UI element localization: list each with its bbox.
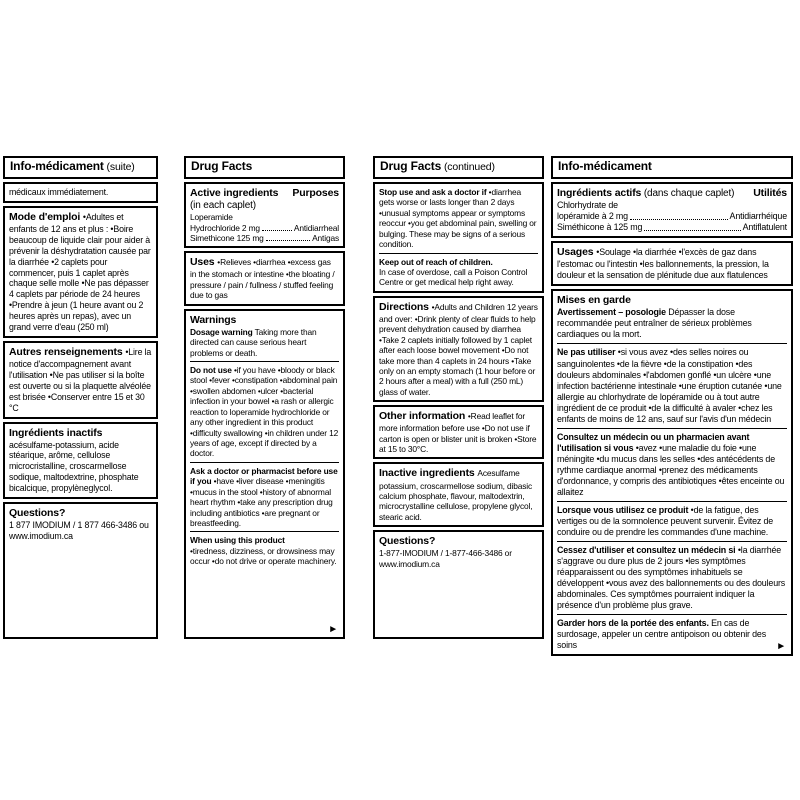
paragraph — [379, 548, 538, 569]
paragraph — [190, 314, 339, 327]
section-stop-use-keep-out — [373, 182, 544, 293]
section-directions — [373, 296, 544, 402]
text-run: Do not use — [190, 365, 234, 376]
text-run: •de la fatigue, des vertiges ou de la somnolence peuvent survenir. Évitez de conduire ou de prendre les commandes d'une machine. — [557, 504, 776, 537]
paragraph — [9, 187, 152, 198]
text-run: Inactive ingredients — [379, 467, 478, 480]
leader-row — [557, 222, 787, 233]
subsection-stop-use — [379, 187, 538, 250]
subsection — [9, 507, 152, 542]
section-uses — [184, 251, 345, 305]
subsection-cessez-dutiliser — [557, 545, 787, 611]
panel-title — [373, 156, 544, 179]
leader-left-text: Hydrochloride 2 mg — [190, 222, 260, 233]
text-run: Lorsque vous utilisez ce produit — [557, 504, 691, 515]
text-run: Cessez d'utiliser et consultez un médecin si — [557, 544, 738, 555]
paragraph — [557, 618, 787, 651]
text-run: Mises en garde — [557, 294, 631, 307]
text-run: Chlorhydrate de — [557, 200, 618, 211]
leader-right-text: Antidiarrheal — [293, 222, 339, 233]
text-run: Loperamide — [190, 212, 233, 223]
text-run: •have •liver disease •meningitis •mucus in the stool •history of abnormal heart rhythm •take any prescription drug including antibiotics •are pregnant or breastfeeding. — [190, 476, 335, 528]
text-run: Mode d'emploi — [9, 210, 83, 223]
split-right — [753, 187, 787, 200]
text-run: Active ingredients — [190, 186, 279, 199]
paragraph — [190, 535, 339, 545]
paragraph — [379, 410, 538, 454]
subsection — [9, 346, 152, 414]
split-left — [557, 187, 734, 200]
column-info-medicament — [551, 156, 793, 653]
leader-dots-icon — [262, 230, 292, 231]
panel-title — [184, 156, 345, 179]
text-run: 1-877-IMODIUM / 1-877-466-3486 or www.imodium.ca — [379, 548, 515, 569]
text-run: Utilités — [753, 186, 787, 199]
text-run: Uses — [190, 256, 218, 269]
text-run: médicaux immédiatement. — [9, 187, 109, 198]
paragraph — [190, 212, 339, 222]
text-run: Avertissement – posologie — [557, 307, 666, 318]
leader-left-text: Siméthicone à 125 mg — [557, 222, 643, 233]
paragraph — [190, 256, 339, 300]
paragraph — [190, 327, 339, 358]
text-run: (suite) — [103, 161, 135, 173]
section-ingredients-actifs — [551, 182, 793, 238]
subsection-garder-hors-portee — [557, 618, 787, 651]
paragraph — [557, 200, 787, 211]
text-run: •diarrhea gets worse or lasts longer than 2 days •unusual symptoms appear or symptoms reoccur •you get abdominal pain, swelling or bulging. These may be signs of a serious condition. — [379, 187, 539, 250]
paragraph — [379, 535, 538, 548]
leader-dots-icon — [266, 240, 310, 241]
subsection-avertissement-posologie — [557, 294, 787, 340]
subsection — [379, 467, 538, 522]
text-run: Info-médicament — [10, 159, 104, 173]
paragraph — [190, 546, 339, 567]
paragraph — [557, 307, 787, 340]
text-run: Questions? — [379, 535, 436, 548]
split-left — [190, 187, 278, 200]
subsection-dosage-warning — [190, 314, 339, 358]
text-run: Questions? — [9, 507, 66, 520]
subsection-consultez-medecin — [557, 432, 787, 498]
leader-right-text: Antidiarrhéique — [729, 211, 787, 222]
section-divider — [379, 253, 538, 254]
paragraph — [9, 427, 152, 440]
section-divider — [190, 531, 339, 532]
text-run: •avez •une maladie du foie •une méningite •du mucus dans les selles •des antécédents de rythme cardiaque anormal •prenez des médicaments d'ordonnance, y compris des antibiotiques •êtes enceinte ou allaitez — [557, 442, 787, 497]
text-run: Ne pas utiliser — [557, 347, 618, 358]
subsection — [379, 535, 538, 569]
subsection — [557, 187, 787, 233]
leader-row — [190, 233, 339, 243]
section-active-ingredients — [184, 182, 345, 249]
subsection-when-using — [190, 535, 339, 566]
paragraph — [190, 365, 339, 459]
text-run: •tiredness, dizziness, or drowsiness may occur •do not drive or operate machinery. — [190, 545, 337, 567]
paragraph — [190, 200, 339, 212]
text-run: Consultez un médecin ou un pharmacien avant l'utilisation si vous — [557, 431, 752, 453]
text-run: Keep out of reach of children. — [379, 256, 493, 267]
paragraph — [379, 187, 538, 250]
paragraph — [557, 505, 787, 538]
section-usages — [551, 241, 793, 286]
panel-title — [3, 156, 158, 179]
subsection-do-not-use — [190, 365, 339, 459]
text-run: Directions — [379, 300, 432, 313]
paragraph — [9, 520, 152, 542]
text-run: Taking more than directed can cause serious heart problems or death. — [190, 326, 319, 358]
paragraph — [557, 347, 787, 424]
continue-arrow-icon: ► — [776, 641, 786, 653]
text-run: Acesulfame potassium, croscarmellose sodium, dibasic calcium phosphate, flavour, maltodextrin, microcrystalline cellulose, propylene glycol, stearic acid. — [379, 468, 535, 522]
subsection-keep-out-of-reach — [379, 257, 538, 288]
paragraph — [379, 267, 538, 288]
subsection — [379, 301, 538, 397]
leader-dots-icon — [630, 219, 728, 220]
continue-arrow-icon: ► — [328, 624, 338, 635]
section-divider — [557, 428, 787, 429]
text-run: Purposes — [292, 186, 339, 199]
paragraph — [9, 346, 152, 414]
text-run: •if you have •bloody or black stool •fever •constipation •abdominal pain •swollen abdomen •ulcer •bacterial infection in your bowel •a rash or allergic reaction to loperamide hydrochloride or any other ingredient in this product •difficulty swallowing •in children under 12 years of age, except if directed by a doctor. — [190, 365, 341, 459]
text-run: •Adults and Children 12 years and over: •Drink plenty of clear fluids to help prevent dehydration caused by diarrhea •Take 2 caplets initially followed by 1 caplet after each loose bowel movement •Do not take more than 4 caplets in 24 hours •Take only on an empty stomach (1 hour before or 2 hours after a meal) with a full (250 mL) glass of water. — [379, 301, 540, 397]
text-run: Info-médicament — [558, 159, 652, 173]
section-divider — [557, 501, 787, 502]
text-run: Usages — [557, 246, 597, 259]
section-warnings — [184, 309, 345, 639]
text-run: •Soulage •la diarrhée •l'excès de gaz dans l'estomac ou l'intestin •les ballonnements, la pression, la douleur et la sensation de plénitude due aux flatulences — [557, 247, 772, 281]
leader-right-text: Antiflatulent — [742, 222, 787, 233]
text-run: Ingrédients actifs — [557, 186, 642, 199]
section-ingredients-inactifs — [3, 422, 158, 500]
subsection-ne-pas-utiliser — [557, 347, 787, 424]
text-run: Ingrédients inactifs — [9, 426, 103, 439]
text-run: Warnings — [190, 313, 237, 326]
paragraph — [557, 246, 787, 281]
paragraph — [557, 432, 787, 498]
text-run: •Adultes et enfants de 12 ans et plus : •Boire beaucoup de liquide clair pour aider à prévenir la déshydratation causée par la diarrhée •2 caplets pour commencer, puis 1 caplet après chaque selle molle •Ne pas dépasser 4 caplets par période de 24 heures •Prendre à jeun (1 heure avant ou 2 heures après un repas), avec un grand verre d'eau (250 ml) — [9, 211, 153, 333]
text-run: Drug Facts — [191, 159, 253, 173]
text-run: 1 877 IMODIUM / 1 877 466-3486 ou www.imodium.ca — [9, 520, 152, 542]
subsection-ask-doctor-pharmacist — [190, 466, 339, 529]
section-divider — [190, 361, 339, 362]
section-continuation-text — [3, 182, 158, 203]
text-run: Garder hors de la portée des enfants. — [557, 618, 709, 629]
leader-dots-icon — [644, 230, 740, 231]
paragraph — [379, 467, 538, 522]
column-drug-facts — [184, 156, 345, 639]
paragraph — [379, 257, 538, 267]
leader-right-text: Antigas — [312, 233, 339, 244]
section-divider — [557, 343, 787, 344]
section-divider — [557, 614, 787, 615]
leader-left-text: lopéramide à 2 mg — [557, 211, 628, 222]
text-run: Ask a doctor or pharmacist before use if you — [190, 465, 340, 487]
section-autres-renseignements — [3, 341, 158, 419]
text-run: (continued) — [441, 161, 495, 173]
text-run: •la diarrhée s'aggrave ou dure plus de 2 jours •les symptômes réapparaissent ou des symptômes inhabituels se développent •vous avez des ballonnements ou des douleurs abdominales. Ces symptômes pourraient indiquer la présence d'un problème plus grave. — [557, 544, 788, 611]
paragraph — [557, 294, 787, 307]
text-run: •Relieves •diarrhea •excess gas in the stomach or intestine •the bloating / pressure / pain / fullness / stuffed feeling due to gas — [190, 257, 337, 301]
section-divider — [190, 462, 339, 463]
paragraph — [557, 545, 787, 611]
split-row — [557, 187, 787, 200]
text-run: •Read leaflet for more information before use •Do not use if carton is open or blister unit is broken •Store at 15 to 30°C. — [379, 411, 539, 455]
split-right — [292, 187, 339, 200]
text-run: In case of overdose, call a Poison Control Centre or get medical help right away. — [379, 266, 530, 288]
column-drug-facts-continued — [373, 156, 544, 639]
paragraph — [379, 301, 538, 397]
section-questions-en — [373, 530, 544, 639]
paragraph — [190, 466, 339, 529]
text-run: When using this product — [190, 535, 285, 546]
text-run: Other information — [379, 410, 468, 423]
split-row — [190, 187, 339, 200]
paragraph — [9, 507, 152, 520]
subsection — [9, 427, 152, 495]
subsection — [190, 187, 339, 244]
subsection-lorsque-vous-utilisez — [557, 505, 787, 538]
text-run: Autres renseignements — [9, 346, 126, 358]
leader-left-text: Simethicone 125 mg — [190, 233, 264, 244]
text-run: En cas de surdosage, appeler un centre antipoison ou obtenir des soins — [557, 618, 769, 651]
subsection — [9, 187, 152, 198]
section-inactive-ingredients — [373, 462, 544, 527]
text-run: (dans chaque caplet) — [641, 187, 735, 199]
leader-row — [190, 223, 339, 233]
section-divider — [557, 541, 787, 542]
leader-row — [557, 211, 787, 222]
section-mises-en-garde — [551, 289, 793, 656]
panel-title — [551, 156, 793, 179]
text-run: Dépasser la dose recommandée peut entraîner de sérieux problèmes cardiaques ou la mort. — [557, 307, 755, 340]
column-info-medicament-suite — [3, 156, 158, 639]
paragraph — [9, 211, 152, 333]
text-run: (in each caplet) — [190, 199, 256, 211]
section-questions-fr — [3, 502, 158, 639]
text-run: •si vous avez •des selles noires ou sanguinolentes •de la fièvre •de la constipation •des douleurs abdominales •l'abdomen gonflé •un ulcère •une infection bactérienne intestinale •une éruption cutanée •une allergie au chlorhydrate de lopéramide ou à tout autre ingrédient de ce produit •de la difficulté à avaler •chez les enfants de moins de 12 ans, sauf sur l'avis d'un médecin — [557, 347, 785, 424]
text-run: Dosage warning — [190, 326, 253, 337]
text-run: acésulfame-potassium, acide stéarique, arôme, cellulose microcristalline, croscarmellose sodique, maltodextrine, phosphate bicalcique, propylèneglycol. — [9, 439, 141, 494]
paragraph — [9, 440, 152, 495]
section-mode-demploi — [3, 206, 158, 338]
subsection — [9, 211, 152, 333]
subsection — [379, 410, 538, 454]
text-run: Stop use and ask a doctor if — [379, 187, 489, 198]
section-other-information — [373, 405, 544, 459]
subsection — [557, 246, 787, 281]
text-run: Drug Facts — [380, 159, 442, 173]
subsection — [190, 256, 339, 300]
text-run: •Lire la notice d'accompagnement avant l'utilisation •Ne pas utiliser si la boîte est ouverte ou si la plaquette alvéolée est brisée •Conserver entre 15 et 30 °C — [9, 347, 154, 413]
